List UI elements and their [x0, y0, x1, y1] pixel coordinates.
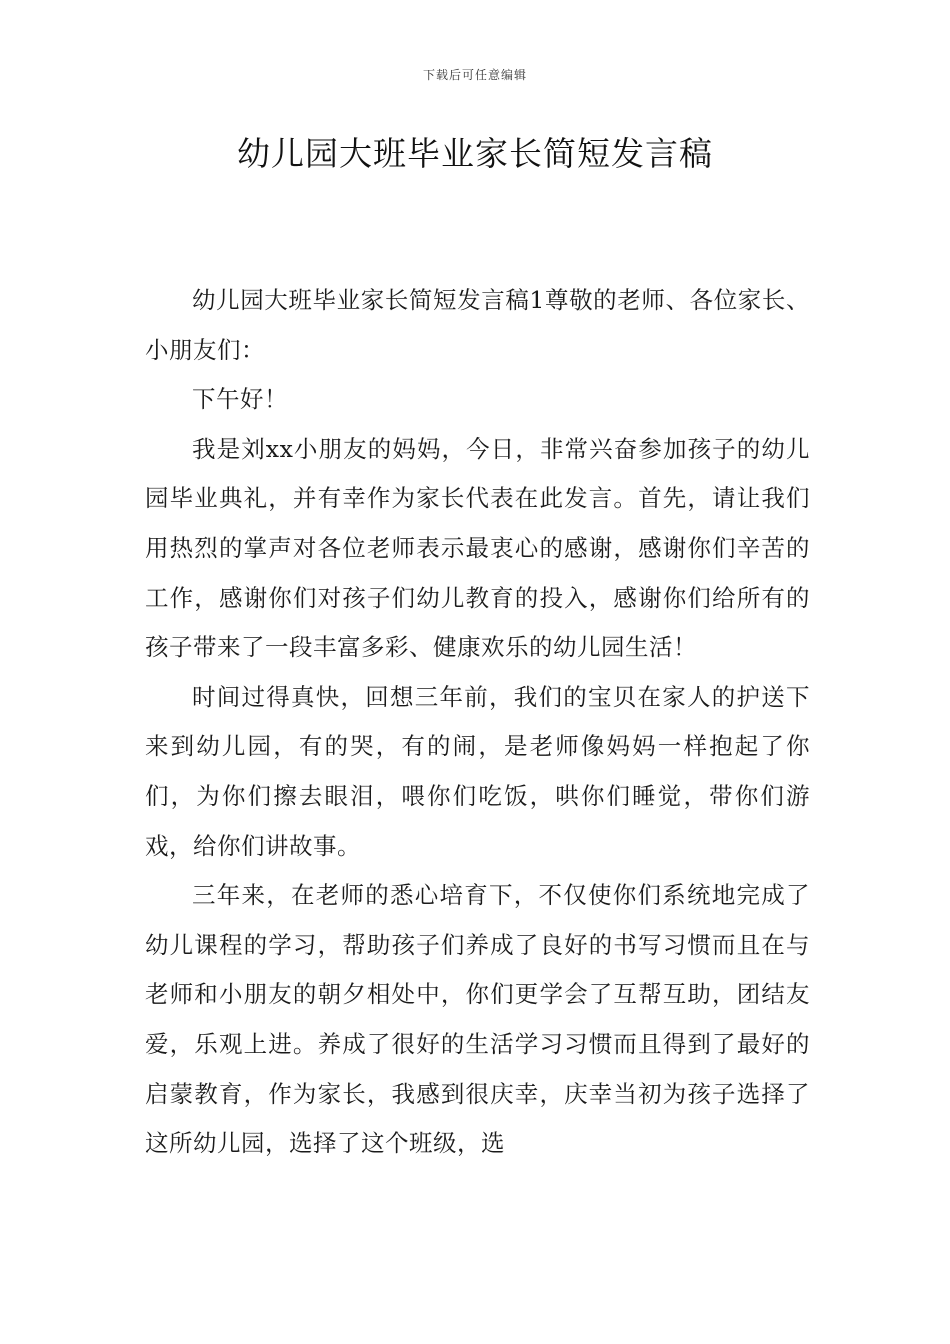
document-body: [145, 276, 810, 1169]
header-note: 下载后可任意编辑: [422, 68, 527, 82]
paragraph-achievements: 三年来，在老师的悉心培育下，不仅使你们系统地完成了幼儿课程的学习，帮助孩子们养成了良好的书写习惯而且在与老师和小朋友的朝夕相处中，你们更学会了互帮互助，团结友爱，乐观上进。养成了很好的生活学习习惯而且得到了最好的启蒙教育，作为家长，我感到很庆幸，庆幸当初为孩子选择了这所幼儿园，选择了这个班级，选: [145, 881, 810, 1158]
document-title: 幼儿园大班毕业家长简短发言稿: [237, 134, 713, 173]
paragraph-salutation: 下午好！: [192, 385, 288, 414]
paragraph-memories: 时间过得真快，回想三年前，我们的宝贝在家人的护送下来到幼儿园，有的哭，有的闹，是老师像妈妈一样抱起了你们，为你们擦去眼泪，喂你们吃饭，哄你们睡觉，带你们游戏，给你们讲故事。: [145, 682, 810, 860]
paragraph-introduction: 我是刘xx小朋友的妈妈，今日，非常兴奋参加孩子的幼儿园毕业典礼，并有幸作为家长代表在此发言。首先，请让我们用热烈的掌声对各位老师表示最衷心的感谢，感谢你们辛苦的工作，感谢你们对孩子们幼儿教育的投入，感谢你们给所有的孩子带来了一段丰富多彩、健康欢乐的幼儿园生活！: [145, 434, 810, 662]
paragraph-greeting: 幼儿园大班毕业家长简短发言稿1尊敬的老师、各位家长、小朋友们：: [145, 286, 810, 364]
